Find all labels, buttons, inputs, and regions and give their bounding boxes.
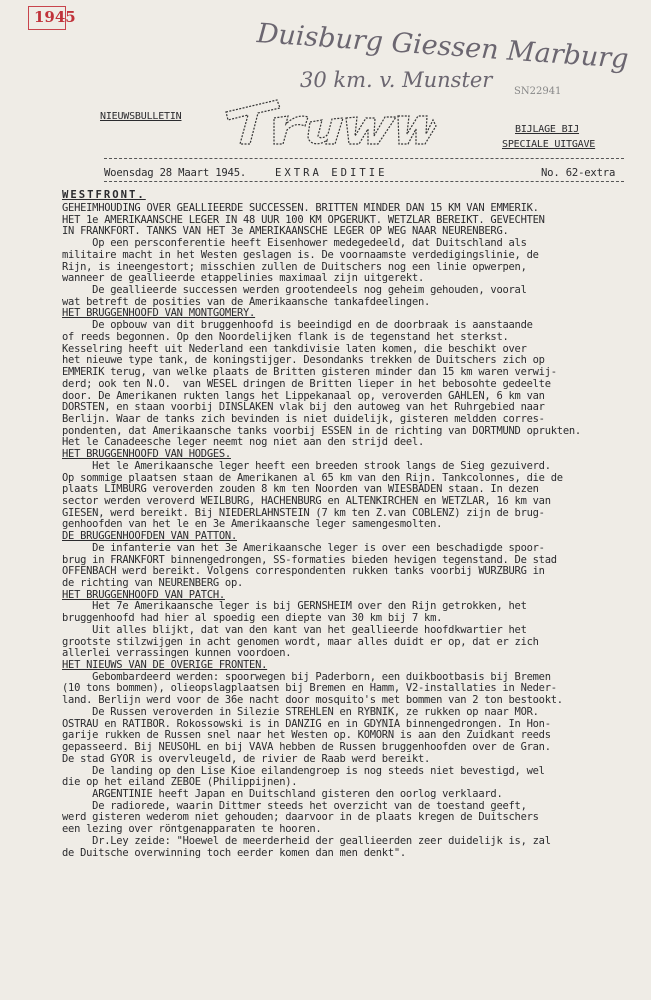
text-line: de Duitsche overwinning toch eerder komen dan men denkt". (62, 846, 406, 859)
masthead-left-label: NIEUWSBULLETIN (100, 111, 182, 122)
text-line: Rijn, is ineengestort; misschien zullen de Duitschers nog een linie opwerpen, (62, 260, 527, 273)
text-line: door. De Amerikanen rukten langs het Lippekanaal op, veroverden GAHLEN, 6 km van (62, 389, 545, 402)
cities-annotation: Duisburg Giessen Marburg (255, 18, 630, 75)
text-line: garije rukken de Russen snel naar het Westen op. KOMORN is aan den Zuidkant reeds (62, 729, 551, 742)
text-line: (10 tons bommen), olieopslagplaatsen bij Bremen en Hamm, V2-installaties in Neder- (62, 682, 557, 695)
text-line: EMMERIK terug, van welke plaats de Britten gisteren minder dan 15 km waren verwij- (62, 366, 557, 379)
extra-edition-label: EXTRA EDITIE (275, 167, 388, 179)
subheading-patch: HET BRUGGENHOOFD VAN PATCH. (62, 588, 225, 601)
text-line: pondenten, dat Amerikaansche tanks voorbij ESSEN in de richting van DORTMUND oprukten. (62, 424, 581, 437)
text-line: Gebombardeerd werden: spoorwegen bij Paderborn, een duikbootbasis bij Bremen (62, 670, 551, 683)
text-line: Dr.Ley zeide: "Hoewel de meerderheid der geallieerden zeer duidelijk is, zal (62, 834, 551, 847)
text-line: Op een persconferentie heeft Eisenhower medegedeeld, dat Duitschland als (62, 237, 527, 250)
text-line: die op het eiland ZEBOE (Philippijnen). (62, 776, 298, 789)
text-line: of reeds begonnen. Op den Noordelijken flank is de tegenstand het sterkst. (62, 330, 509, 343)
issue-date: Woensdag 28 Maart 1945. (104, 167, 247, 179)
text-line: De infanterie van het 3e Amerikaansche leger is over een beschadigde spoor- (62, 541, 545, 554)
text-line: wat betreft de posities van de Amerikaansche tankafdeelingen. (62, 295, 431, 308)
text-line: Het 7e Amerikaansche leger is bij GERNSHEIM over den Rijn getrokken, het (62, 600, 527, 613)
subheading-patton: DE BRUGGENHOOFDEN VAN PATTON. (62, 530, 237, 543)
archive-number: SN22941 (514, 86, 562, 97)
text-line: werd gisteren wederom niet gehouden; daarvoor in de plaats kregen de Duitschers (62, 811, 539, 824)
text-line: derd; ook ten N.O. van WESEL dringen de Britten lieper in het bebosohte gedeelte (62, 377, 551, 390)
text-line: De Russen veroverden in Silezie STREHLEN en RYBNIK, ze rukken op naar MOR. (62, 705, 539, 718)
top-divider (104, 158, 624, 159)
text-line: DORSTEN, en staan voorbij DINSLAKEN vlak bij den autoweg van het Ruhrgebied naar (62, 401, 545, 414)
text-line: Op sommige plaatsen staan de Amerikanen al 65 km van den Rijn. Tankcolonnes, die de (62, 471, 563, 484)
text-line: GEHEIMHOUDING OVER GEALLIEERDE SUCCESSEN. BRITTEN MINDER DAN 15 KM VAN EMMERIK. (62, 202, 539, 214)
text-line: Berlijn. Waar de tanks zich bevinden is niet duidelijk, gisteren meldden corres- (62, 412, 545, 425)
text-line: wanneer de geallieerde etappelinies maximaal zijn uitgerekt. (62, 272, 425, 285)
text-line: militaire macht in het Westen geslagen is. De voornaamste verdedigingslinie, de (62, 248, 539, 261)
text-line: OFFENBACH werd bereikt. Volgens correspondenten rukken tanks voorbij WURZBURG in (62, 565, 545, 578)
section-title-westfront: WESTFRONT. (62, 189, 146, 201)
text-line: het nieuwe type tank, de koningstijger. Desondanks trekken de Duitschers zich op (62, 354, 545, 367)
text-line: IN FRANKFORT. TANKS VAN HET 3e AMERIKAANSCHE LEGER OP WEG NAAR NEURENBERG. (62, 225, 509, 238)
text-line: De opbouw van dit bruggenhoofd is beeindigd en de doorbraak is aanstaande (62, 319, 533, 332)
text-line: sector werden veroverd WEILBURG, HACHENBURG en ALTENKIRCHEN en WETZLAR, 16 km van (62, 494, 551, 507)
distance-annotation: 30 km. v. Munster (300, 68, 493, 92)
text-line: grootste stilzwijgen in acht genomen wordt, maar alles duidt er op, dat er zich (62, 635, 539, 648)
text-line: land. Berlijn werd voor de 36e nacht door mosquito's met bommen van 2 ton bestookt. (62, 694, 563, 707)
text-line: de richting van NEURENBERG op. (62, 577, 244, 589)
trouw-logo (222, 96, 437, 148)
text-line: De geallieerde successen werden grootendeels nog geheim gehouden, vooral (62, 284, 527, 297)
masthead-right-label-2: SPECIALE UITGAVE (502, 139, 596, 150)
bottom-divider (104, 181, 624, 182)
text-line: HET 1e AMERIKAANSCHE LEGER IN 48 UUR 100 KM OPGERUKT. WETZLAR BEREIKT. GEVECHTEN (62, 213, 545, 226)
issue-number: No. 62-extra (541, 167, 616, 179)
text-line: een lezing over röntgenapparaten te hooren. (62, 823, 322, 836)
article-body (62, 203, 622, 859)
text-line: De radiorede, waarin Dittmer steeds het overzicht van de toestand geeft, (62, 799, 527, 812)
text-line: bruggenhoofd had hier al spoedig een diepte van 30 km bij 7 km. (62, 612, 443, 625)
subheading-montgomery: HET BRUGGENHOOFD VAN MONTGOMERY. (62, 307, 256, 320)
text-line: brug in FRANKFORT binnengedrongen, SS-formaties bieden hevigen tegenstand. De stad (62, 553, 557, 566)
text-line: genhoofden van het le en 3e Amerikaansche leger samengesmolten. (62, 518, 443, 531)
text-line: GIESEN, werd bereikt. Bij NIEDERLAHNSTEIN (7 km ten Z.van COBLENZ) zijn de brug- (62, 506, 545, 519)
text-line: Uit alles blijkt, dat van den kant van het geallieerde hoofdkwartier het (62, 623, 527, 636)
subheading-hodges: HET BRUGGENHOOFD VAN HODGES. (62, 448, 231, 461)
text-line: De landing op den Lise Kioe eilandengroep is nog steeds niet bevestigd, wel (62, 764, 545, 777)
text-line: gepasseerd. Bij NEUSOHL en bij VAVA hebben de Russen bruggenhoofden over de Gran. (62, 741, 551, 754)
text-line: plaats LIMBURG veroverden zouden 8 km ten Noorden van WIESBADEN staan. In dezen (62, 483, 539, 496)
text-line: ARGENTINIE heeft Japan en Duitschland gisteren den oorlog verklaard. (62, 787, 503, 800)
text-line: De stad GYOR is overvleugeld, de rivier de Raab werd bereikt. (62, 752, 431, 765)
text-line: Kesselring heeft uit Nederland een tankdivisie laten komen, die beschikt over (62, 342, 527, 355)
text-line: Het le Canadeesche leger neemt nog niet aan den strijd deel. (62, 436, 425, 449)
year-annotation: 1945 (34, 8, 76, 26)
text-line: OSTRAU en RATIBOR. Rokossowski is in DANZIG en in GDYNIA binnengedrongen. In Hon- (62, 717, 551, 730)
text-line: Het le Amerikaansche leger heeft een breeden strook langs de Sieg gezuiverd. (62, 459, 551, 472)
masthead-right-label-1: BIJLAGE BIJ (515, 124, 580, 135)
subheading-other-fronts: HET NIEUWS VAN DE OVERIGE FRONTEN. (62, 659, 268, 672)
text-line: allerlei verrassingen kunnen voordoen. (62, 647, 292, 660)
